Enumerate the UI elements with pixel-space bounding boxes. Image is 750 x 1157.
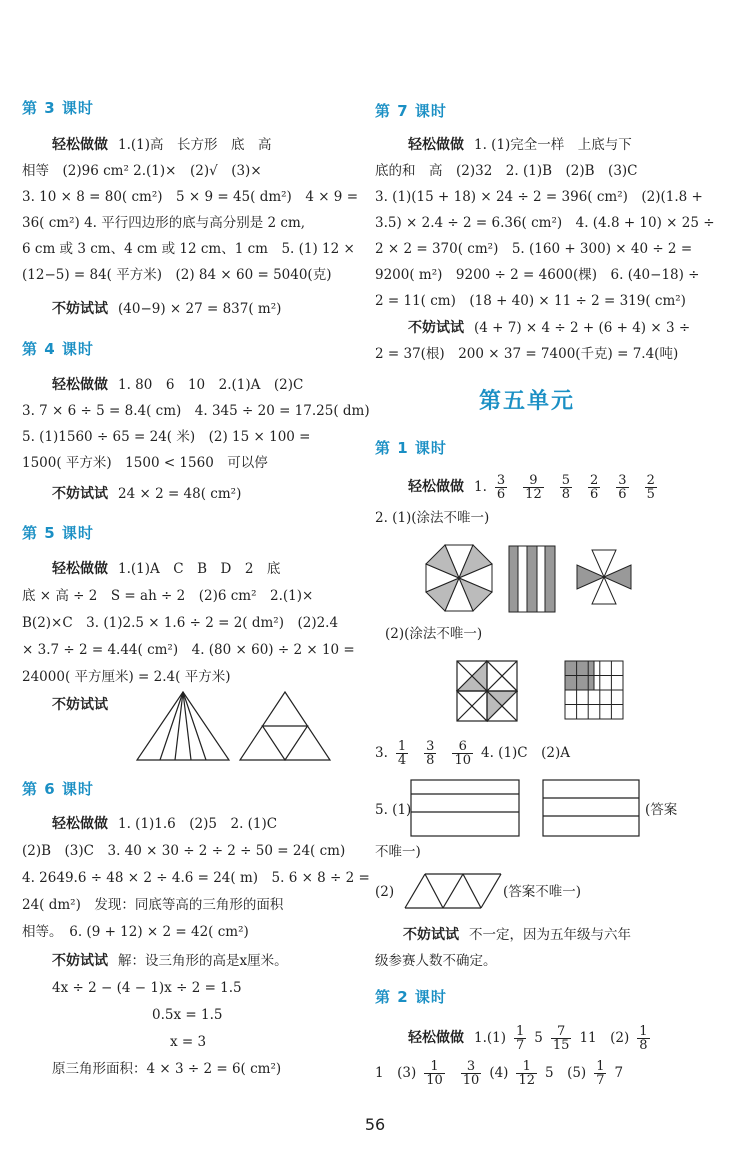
- grid-figure: [564, 660, 624, 720]
- text-line: 6 cm 或 3 cm、4 cm 或 12 cm、1 cm 5. (1) 12 ×: [22, 241, 355, 257]
- text-line: (2): [375, 884, 395, 900]
- fraction-list: [388, 739, 481, 768]
- section-title: 第 6 课时: [22, 780, 94, 798]
- text-line: 轻松做做 1.(1)高 长方形 底 高: [52, 137, 272, 153]
- text-line: 2 × 2 = 370( cm²) 5. (160 + 300) × 40 ÷ 2 =: [375, 241, 693, 257]
- text-line: 36( cm²) 4. 平行四边形的底与高分别是 2 cm,: [22, 215, 306, 231]
- text-line: (答案不唯一): [503, 884, 582, 900]
- text-line: 轻松做做 1. (1)1.6 (2)5 2. (1)C: [52, 816, 278, 832]
- text-line: 3. 7 × 6 ÷ 5 = 8.4( cm) 4. 345 ÷ 20 = 17.25( dm): [22, 403, 370, 419]
- fraction: $\frac{1}{8}$: [639, 1024, 648, 1053]
- text-line: 3. $\frac{1}{4}$ $\frac{3}{8}$ $\frac{6}{10}$ 4. (1)C (2)A: [375, 739, 570, 768]
- section-title: 第 7 课时: [375, 102, 447, 120]
- text-line: 24( dm²) 发现：同底等高的三角形的面积: [22, 897, 284, 913]
- text-line: 轻松做做 1. 80 6 10 2.(1)A (2)C: [52, 377, 304, 393]
- fraction: $\frac{5}{8}$: [561, 473, 570, 502]
- text-line: 不唯一): [375, 844, 421, 860]
- fraction: $\frac{9}{12}$: [525, 473, 542, 502]
- equation: 原三角形面积：4 × 3 ÷ 2 = 6( cm²): [52, 1061, 282, 1077]
- fraction: $\frac{2}{5}$: [646, 473, 655, 502]
- text-line: 4. 2649.6 ÷ 48 × 2 ÷ 4.6 = 24( m) 5. 6 × 8 ÷ 2 =: [22, 870, 370, 886]
- text-line: 3.5) × 2.4 ÷ 2 = 6.36( cm²) 4. (4.8 + 10) × 25 ÷: [375, 215, 715, 231]
- fraction: $\frac{1}{12}$: [518, 1059, 535, 1088]
- text-line: (2)(涂法不唯一): [385, 626, 483, 642]
- page-number: 56: [364, 1115, 386, 1134]
- fraction: $\frac{1}{10}$: [426, 1059, 443, 1088]
- fraction: $\frac{1}{4}$: [397, 739, 407, 768]
- text-line: 3. (1)(15 + 18) × 24 ÷ 2 = 396( cm²) (2)(1.8 +: [375, 189, 703, 205]
- octagon-figure: [424, 543, 494, 613]
- text-line: 2 = 37(根) 200 × 37 = 7400(千克) = 7.4(吨): [375, 346, 679, 362]
- unit-title: 第五单元: [479, 388, 576, 414]
- text-line: 2 = 11( cm) (18 + 40) × 11 ÷ 2 = 319( cm²): [375, 293, 686, 309]
- text-line: 不妨试试: [52, 697, 108, 713]
- section-title: 第 2 课时: [375, 988, 447, 1006]
- triangle-figures: [135, 690, 335, 762]
- fraction: $\frac{3}{6}$: [618, 473, 627, 502]
- text-line: 不妨试试 24 × 2 = 48( cm²): [52, 486, 242, 502]
- section-title: 第 5 课时: [22, 524, 94, 542]
- text-line: 2. (1)(涂法不唯一): [375, 510, 490, 526]
- text-line: (答案: [645, 802, 678, 818]
- equation: 4x ÷ 2 − (4 − 1)x ÷ 2 = 1.5: [52, 980, 242, 996]
- section-title: 第 4 课时: [22, 340, 94, 358]
- fraction: $\frac{1}{7}$: [596, 1059, 605, 1088]
- fraction: $\frac{1}{7}$: [516, 1024, 525, 1053]
- text-line: 轻松做做 1. (1)完全一样 上底与下: [408, 137, 632, 153]
- text-line: 5. (1): [375, 802, 412, 818]
- text-line: 3. 10 × 8 = 80( cm²) 5 × 9 = 45( dm²) 4 × 9 =: [22, 189, 359, 205]
- text-line: B(2)×C 3. (1)2.5 × 1.6 ÷ 2 = 2( dm²) (2)2.4: [22, 615, 339, 631]
- text-line: 1 (3) $\frac{1}{10}$ $\frac{3}{10}$ (4) $\frac{1}{12}$ 5 (5) $\frac{1}{7}$ 7: [375, 1059, 624, 1088]
- fraction: $\frac{3}{8}$: [426, 739, 435, 768]
- fraction: $\frac{2}{6}$: [590, 473, 599, 502]
- fraction: $\frac{7}{15}$: [552, 1024, 570, 1053]
- triangle-strip-figure: [403, 872, 503, 910]
- bars-figure: [410, 778, 642, 838]
- text-line: 轻松做做 1.(1) $\frac{1}{7}$ 5 $\frac{7}{15}$ 11 (2) $\frac{1}{8}$: [408, 1024, 648, 1053]
- text-line: 5. (1)1560 ÷ 65 = 24( 米) (2) 15 × 100 =: [22, 429, 311, 445]
- square-diamond-figure: [456, 660, 518, 722]
- fraction: $\frac{3}{6}$: [496, 473, 506, 502]
- equation: x = 3: [170, 1034, 207, 1050]
- equation: 0.5x = 1.5: [152, 1007, 223, 1023]
- fraction: $\frac{6}{10}$: [454, 739, 471, 768]
- text-line: 1500( 平方米) 1500 < 1560 可以停: [22, 455, 268, 471]
- text-line: 不妨试试 不一定，因为五年级与六年: [403, 927, 631, 943]
- text-line: 不妨试试 (40−9) × 27 = 837( m²): [52, 301, 282, 317]
- text-line: 级参赛人数不确定。: [375, 953, 497, 969]
- text-line: 不妨试试 解：设三角形的高是x厘米。: [52, 953, 288, 969]
- text-line: 24000( 平方厘米) = 2.4( 平方米): [22, 669, 231, 685]
- text-line: 相等。 6. (9 + 12) × 2 = 42( cm²): [22, 924, 249, 940]
- text-line: 不妨试试 (4 + 7) × 4 ÷ 2 + (6 + 4) × 3 ÷: [408, 320, 691, 336]
- fraction: $\frac{3}{10}$: [462, 1059, 480, 1088]
- section-title: 第 3 课时: [22, 99, 94, 117]
- text-line: 底的和 高 (2)32 2. (1)B (2)B (3)C: [375, 163, 638, 179]
- text-line: 9200( m²) 9200 ÷ 2 = 4600(棵) 6. (40−18) ÷: [375, 267, 700, 283]
- text-line: × 3.7 ÷ 2 = 4.44( cm²) 4. (80 × 60) ÷ 2 × 10 =: [22, 642, 355, 658]
- text-line: (2)B (3)C 3. 40 × 30 ÷ 2 ÷ 2 ÷ 50 = 24( cm): [22, 843, 346, 859]
- text-line: 底 × 高 ÷ 2 S = ah ÷ 2 (2)6 cm² 2.(1)×: [22, 588, 314, 604]
- pinwheel-figure: [575, 548, 633, 606]
- text-line: (12−5) = 84( 平方米) (2) 84 × 60 = 5040(克): [22, 267, 332, 283]
- section-title: 第 1 课时: [375, 439, 447, 457]
- striped-rectangle-figure: [508, 545, 556, 613]
- text-line: 轻松做做 1.(1)A C B D 2 底: [52, 561, 281, 577]
- text-line: 相等 (2)96 cm² 2.(1)× (2)√ (3)×: [22, 163, 262, 179]
- text-line: 轻松做做 1. $\frac{3}{6}$ $\frac{9}{12}$ $\frac{5}{8}$ $\frac{2}{6}$ $\frac{3}{6}$ $\frac{2}{5}$: [408, 474, 665, 501]
